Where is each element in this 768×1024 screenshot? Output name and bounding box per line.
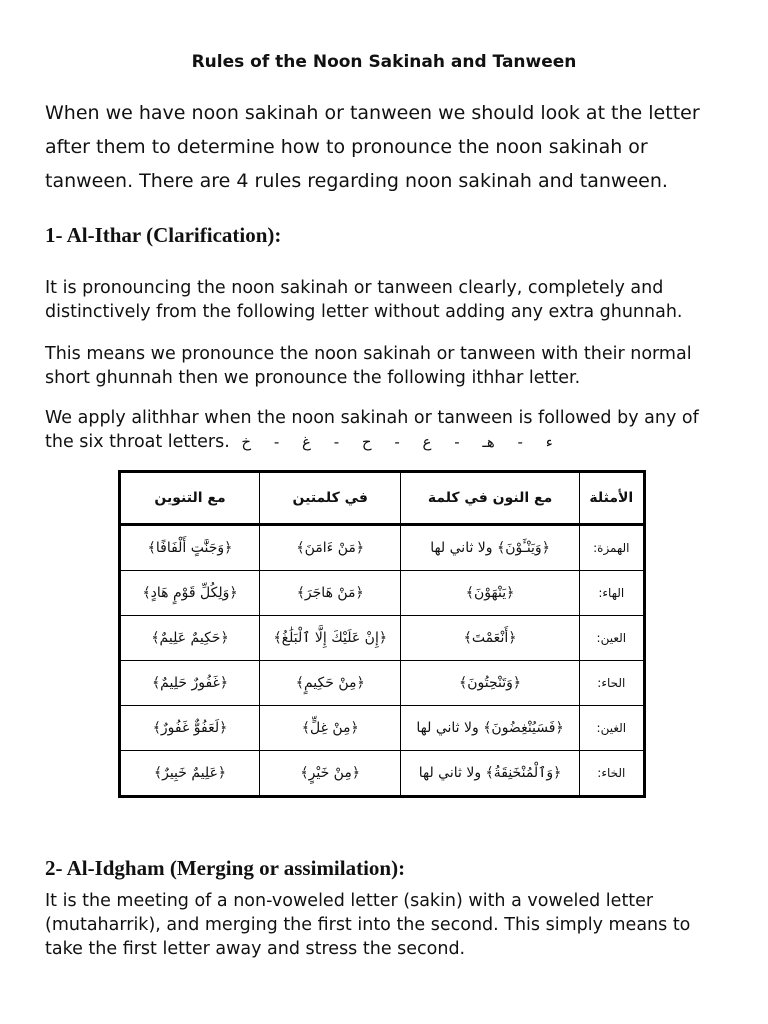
cell-tanween: ﴿وَجَنَّٰتٍ أَلْفَافًا﴾ (121, 525, 260, 571)
ithar-examples-table (118, 470, 646, 798)
paragraph-line: It is the meeting of a non-voweled letter (sakin) with a voweled letter (45, 891, 654, 911)
paragraph-line: (mutaharrik), and merging the first into the second. This simply means to (45, 915, 691, 935)
throat-letters-label: the six throat letters. (45, 432, 230, 452)
section-heading-ithar: 1- Al-Ithar (Clarification): (45, 223, 282, 247)
table-row (121, 661, 644, 706)
cell-tanween: ﴿لَعَفُوٌّ غَفُورٌ﴾ (121, 706, 260, 751)
cell-two-words: ﴿مِنْ حَكِيمٍ﴾ (260, 661, 401, 706)
cell-one-word: ﴿فَسَيُنْغِضُونَ﴾ ولا ثاني لها (401, 706, 579, 751)
paragraph-line: short ghunnah then we pronounce the following ithhar letter. (45, 368, 581, 388)
header-two-words: في كلمتين (260, 473, 401, 525)
header-tanween: مع التنوين (121, 473, 260, 525)
row-label: الحاء: (579, 661, 643, 706)
cell-one-word: ﴿وَتَنْحِتُونَ﴾ (401, 661, 579, 706)
row-label: الخاء: (579, 751, 643, 796)
page-title: Rules of the Noon Sakinah and Tanween (191, 52, 577, 72)
cell-tanween: ﴿عَلِيمٌ خَبِيرٌ﴾ (121, 751, 260, 796)
ithar-definition (45, 276, 735, 324)
cell-tanween: ﴿غَفُورٌ حَلِيمٌ﴾ (121, 661, 260, 706)
table-header-row (121, 473, 644, 525)
row-label: الهاء: (579, 571, 643, 616)
idgham-definition (45, 889, 735, 961)
cell-two-words: ﴿مِنْ غِلٍّ﴾ (260, 706, 401, 751)
cell-one-word: ﴿وَيَنْـَٔوْنَ﴾ ولا ثاني لها (401, 525, 579, 571)
cell-two-words: ﴿مَنْ ءَامَنَ﴾ (260, 525, 401, 571)
intro-paragraph (45, 96, 735, 198)
header-examples: الأمثلة (579, 473, 643, 525)
row-label: الغين: (579, 706, 643, 751)
section-heading-idgham: 2- Al-Idgham (Merging or assimilation): (45, 856, 406, 880)
paragraph-line: distinctively from the following letter without adding any extra ghunnah. (45, 302, 683, 322)
cell-two-words: ﴿إِنْ عَلَيْكَ إِلَّا ٱلْبَلَٰغُ﴾ (260, 616, 401, 661)
rules-table (120, 472, 644, 796)
paragraph-line: take the first letter away and stress the second. (45, 939, 466, 959)
throat-letters: ء - هـ - ع - ح - غ - خ (241, 433, 553, 451)
paragraph-line: It is pronouncing the noon sakinah or tanween clearly, completely and (45, 278, 664, 298)
row-label: العين: (579, 616, 643, 661)
table-row (121, 751, 644, 796)
cell-two-words: ﴿مَنْ هَاجَرَ﴾ (260, 571, 401, 616)
ithar-application (45, 406, 735, 454)
intro-line: tanween. There are 4 rules regarding noon sakinah and tanween. (45, 170, 668, 192)
cell-one-word: ﴿يَنْهَوْنَ﴾ (401, 571, 579, 616)
cell-two-words: ﴿مِنْ خَيْرٍ﴾ (260, 751, 401, 796)
table-row (121, 571, 644, 616)
header-one-word: مع النون في كلمة (401, 473, 579, 525)
intro-line: When we have noon sakinah or tanween we should look at the letter (45, 102, 700, 124)
cell-one-word: ﴿أَنْعَمْتَ﴾ (401, 616, 579, 661)
ithar-explanation (45, 342, 735, 390)
cell-one-word: ﴿وَٱلْمُنْخَنِقَةُ﴾ ولا ثاني لها (401, 751, 579, 796)
cell-tanween: ﴿حَكِيمٌ عَلِيمٌ﴾ (121, 616, 260, 661)
table-row (121, 525, 644, 571)
paragraph-line: We apply alithhar when the noon sakinah or tanween is followed by any of (45, 408, 699, 428)
table-row (121, 706, 644, 751)
intro-line: after them to determine how to pronounce the noon sakinah or (45, 136, 648, 158)
cell-tanween: ﴿وَلِكُلِّ قَوْمٍ هَادٍ﴾ (121, 571, 260, 616)
row-label: الهمزة: (579, 525, 643, 571)
paragraph-line: This means we pronounce the noon sakinah or tanween with their normal (45, 344, 692, 364)
table-row (121, 616, 644, 661)
paragraph-line (45, 430, 735, 454)
